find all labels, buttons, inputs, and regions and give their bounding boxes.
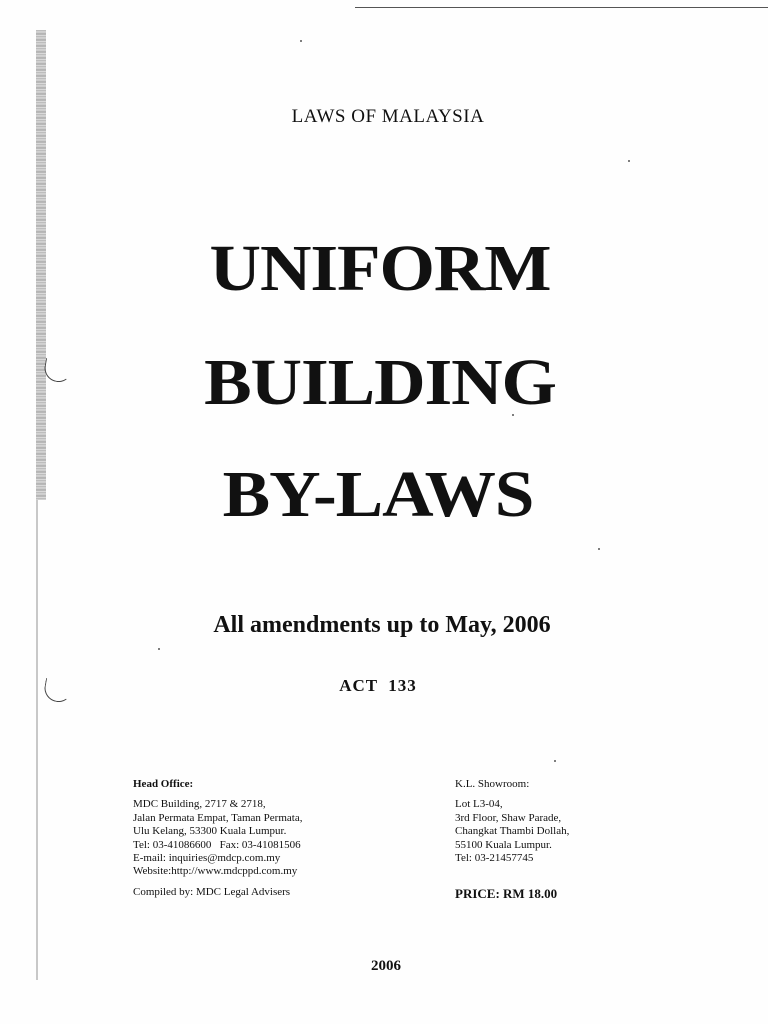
head-office-email: E-mail: inquiries@mdcp.com.my	[133, 852, 281, 865]
head-office-heading: Head Office:	[133, 778, 194, 790]
publication-year: 2006	[371, 958, 401, 974]
head-office-line: Ulu Kelang, 53300 Kuala Lumpur.	[133, 825, 287, 838]
scan-speck	[598, 548, 600, 550]
title-line-2: BUILDING	[204, 346, 556, 419]
head-office-line: Tel: 03-41086600 Fax: 03-41081506	[133, 838, 301, 851]
title-line-3: BY-LAWS	[222, 458, 534, 531]
act-number: ACT 133	[339, 676, 417, 695]
showroom-line: 55100 Kuala Lumpur.	[455, 838, 552, 851]
top-rule-line	[355, 7, 768, 8]
head-office-line: Jalan Permata Empat, Taman Permata,	[133, 811, 303, 824]
series-label: LAWS OF MALAYSIA	[291, 106, 485, 127]
showroom-heading: K.L. Showroom:	[455, 778, 530, 790]
scan-speck	[300, 40, 302, 42]
head-office-website: Website:http://www.mdcppd.com.my	[133, 865, 298, 878]
head-office-block	[133, 778, 403, 879]
showroom-line: Tel: 03-21457745	[455, 852, 534, 865]
showroom-line: Lot L3-04,	[455, 798, 503, 811]
showroom-line: 3rd Floor, Shaw Parade,	[455, 811, 562, 824]
title-line-1: UNIFORM	[209, 232, 551, 305]
scan-margin-line	[36, 500, 38, 980]
head-office-line: MDC Building, 2717 & 2718,	[133, 798, 266, 811]
price-label: PRICE: RM 18.00	[455, 886, 558, 901]
compiled-by: Compiled by: MDC Legal Advisers	[133, 886, 291, 898]
amendments-note: All amendments up to May, 2006	[213, 612, 551, 638]
showroom-block	[455, 778, 675, 865]
scan-speck	[554, 760, 556, 762]
scan-speck	[158, 648, 160, 650]
showroom-line: Changkat Thambi Dollah,	[455, 825, 570, 838]
scan-speck	[628, 160, 630, 162]
